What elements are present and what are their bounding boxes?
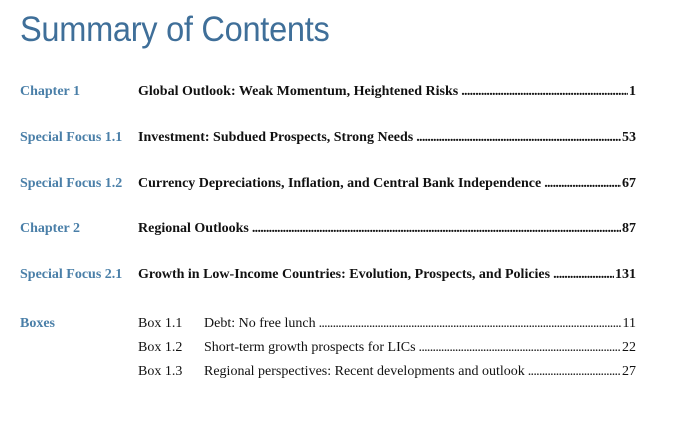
box-page-number: 27 <box>622 364 636 379</box>
entry-content <box>138 174 636 194</box>
entry-label: Special Focus 2.1 <box>20 267 123 282</box>
dot-leader <box>553 265 614 285</box>
entry-label: Chapter 2 <box>20 221 81 236</box>
box-page-number: 22 <box>622 340 636 355</box>
dot-leader <box>252 219 621 239</box>
box-entry-content <box>138 338 636 358</box>
entry-page-number: 67 <box>622 176 636 191</box>
toc-entry-special-focus-1-2[interactable] <box>20 174 636 194</box>
box-title: Short-term growth prospects for LICs <box>204 340 416 355</box>
box-entry-content <box>138 314 636 334</box>
toc-box-1-1[interactable] <box>20 314 636 334</box>
dot-leader <box>461 82 628 102</box>
box-number: Box 1.3 <box>138 364 183 379</box>
box-number: Box 1.1 <box>138 316 183 331</box>
dot-leader <box>419 338 621 358</box>
entry-content <box>138 265 636 285</box>
entry-label: Special Focus 1.2 <box>20 176 123 191</box>
entry-page-number: 1 <box>629 84 636 99</box>
boxes-label: Boxes <box>20 316 55 331</box>
entry-content <box>138 82 636 102</box>
toc-box-1-3[interactable] <box>20 362 636 382</box>
entry-title: Regional Outlooks <box>138 221 249 236</box>
dot-leader <box>319 314 622 334</box>
entry-page-number: 131 <box>615 267 636 282</box>
box-title: Debt: No free lunch <box>204 316 316 331</box>
box-number: Box 1.2 <box>138 340 183 355</box>
box-title: Regional perspectives: Recent developments and outlook <box>204 364 525 379</box>
entry-page-number: 87 <box>622 221 636 236</box>
entry-title: Investment: Subdued Prospects, Strong Needs <box>138 130 414 145</box>
entry-title: Growth in Low-Income Countries: Evolution, Prospects, and Policies <box>138 267 551 282</box>
box-page-number: 11 <box>622 316 636 331</box>
toc-entry-chapter-1[interactable] <box>20 82 636 102</box>
entry-label: Special Focus 1.1 <box>20 130 123 145</box>
entry-title: Currency Depreciations, Inflation, and Central Bank Independence <box>138 176 542 191</box>
entry-label: Chapter 1 <box>20 84 81 99</box>
toc-box-1-2[interactable] <box>20 338 636 358</box>
entry-content <box>138 128 636 148</box>
page-title: Summary of Contents <box>20 10 330 49</box>
entry-page-number: 53 <box>622 130 636 145</box>
toc-entry-special-focus-2-1[interactable] <box>20 265 636 285</box>
entry-content <box>138 219 636 239</box>
toc-entry-special-focus-1-1[interactable] <box>20 128 636 148</box>
toc-entry-chapter-2[interactable] <box>20 219 636 239</box>
dot-leader <box>416 128 621 148</box>
dot-leader <box>544 174 621 194</box>
entry-title: Global Outlook: Weak Momentum, Heightened Risks <box>138 84 459 99</box>
dot-leader <box>528 362 621 382</box>
box-entry-content <box>138 362 636 382</box>
